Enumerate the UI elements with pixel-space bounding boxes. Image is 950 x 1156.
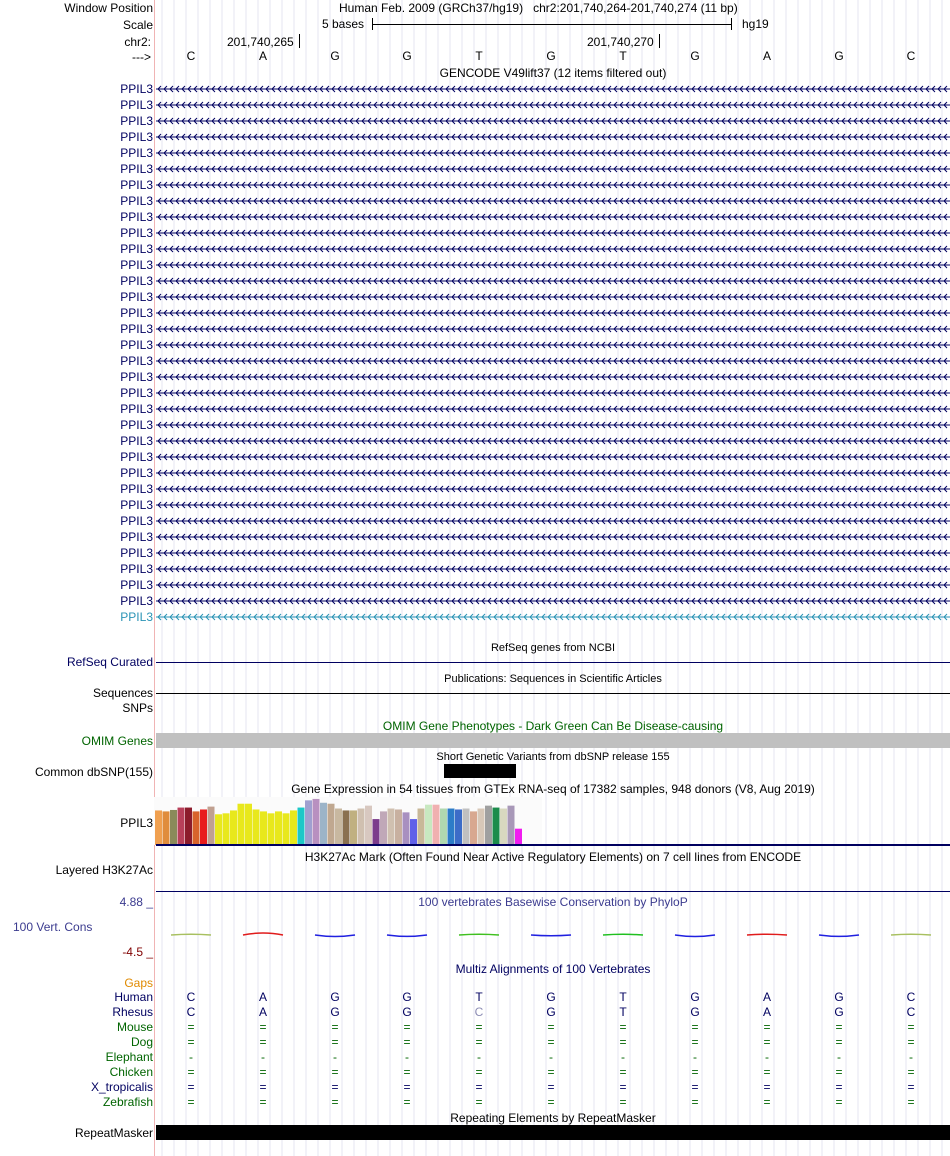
coord-tick-1 <box>299 34 300 48</box>
coord-label-2: 201,740,270 <box>587 35 654 49</box>
multiz-base: = <box>835 1095 843 1109</box>
multiz-base: - <box>621 1050 625 1064</box>
multiz-base: = <box>691 1080 699 1094</box>
multiz-base: = <box>259 1095 267 1109</box>
phylop-track-title: 100 vertebrates Basewise Conservation by PhyloP <box>418 895 688 909</box>
gencode-transcript-row[interactable] <box>156 581 950 589</box>
multiz-base: G <box>330 1005 340 1019</box>
multiz-base: = <box>763 1035 771 1049</box>
multiz-base: - <box>693 1050 697 1064</box>
multiz-species-label[interactable]: Human <box>114 990 153 1004</box>
gtex-tissue-bar <box>433 805 440 845</box>
gtex-tissue-bar <box>463 809 470 845</box>
h3k27ac-baseline <box>156 891 950 892</box>
multiz-base: = <box>691 1035 699 1049</box>
phylop-base-mark <box>171 934 211 935</box>
gtex-tissue-bar <box>238 804 245 845</box>
gtex-tissue-bar <box>515 829 522 845</box>
gencode-transcript-row[interactable] <box>156 501 950 509</box>
multiz-base: T <box>619 1005 627 1019</box>
window-position-label: Window Position <box>64 1 153 15</box>
phylop-base-mark <box>747 934 787 935</box>
gencode-gene-label[interactable]: PPIL3 <box>120 562 153 576</box>
multiz-base: = <box>331 1065 339 1079</box>
multiz-base: = <box>547 1065 555 1079</box>
multiz-base: = <box>187 1035 195 1049</box>
multiz-base: = <box>763 1065 771 1079</box>
gencode-gene-label[interactable]: PPIL3 <box>120 258 153 272</box>
gencode-transcript-row[interactable] <box>156 85 950 93</box>
multiz-base: = <box>619 1065 627 1079</box>
multiz-species-label[interactable]: Rhesus <box>112 1005 153 1019</box>
gencode-gene-label[interactable]: PPIL3 <box>120 530 153 544</box>
multiz-base: = <box>619 1020 627 1034</box>
multiz-base: C <box>906 1005 916 1019</box>
gencode-transcript-row[interactable] <box>156 213 950 221</box>
gtex-tissue-bar <box>275 811 282 845</box>
multiz-base: = <box>691 1095 699 1109</box>
multiz-base: G <box>330 990 340 1004</box>
repeatmasker-feature-bar[interactable] <box>156 1125 950 1140</box>
gtex-tissue-bar <box>223 813 230 845</box>
multiz-base: A <box>762 1005 771 1019</box>
ruler-base: T <box>619 49 627 63</box>
gencode-gene-label[interactable]: PPIL3 <box>120 226 153 240</box>
gencode-transcript-row[interactable] <box>156 101 950 109</box>
repeatmasker-track-title: Repeating Elements by RepeatMasker <box>450 1111 656 1125</box>
multiz-base: = <box>547 1020 555 1034</box>
gencode-gene-label[interactable]: PPIL3 <box>120 450 153 464</box>
multiz-base: = <box>547 1035 555 1049</box>
multiz-base: = <box>331 1095 339 1109</box>
multiz-base: = <box>475 1065 483 1079</box>
gtex-tissue-bar <box>425 805 432 845</box>
multiz-base: - <box>333 1050 337 1064</box>
gtex-tissue-bar <box>403 812 410 845</box>
assembly-name: Human Feb. 2009 (GRCh37/hg19) <box>339 1 524 15</box>
gencode-track-title: GENCODE V49lift37 (12 items filtered out) <box>439 66 667 80</box>
multiz-base: = <box>187 1065 195 1079</box>
gtex-tissue-bar <box>290 810 297 845</box>
gtex-tissue-bar <box>418 809 425 845</box>
multiz-base: T <box>475 990 483 1004</box>
gtex-tissue-bar <box>448 809 455 845</box>
assembly-title <box>339 1 738 15</box>
gtex-track-title: Gene Expression in 54 tissues from GTEx RNA-seq of 17382 samples, 948 donors (V8, Aug 2019) <box>291 782 815 796</box>
base-grid-lines <box>156 0 950 1156</box>
gtex-tissue-bar <box>268 813 275 845</box>
multiz-base: = <box>907 1065 915 1079</box>
gtex-tissue-bar <box>358 809 365 845</box>
db-label: hg19 <box>742 17 769 31</box>
phylop-base-mark <box>819 935 859 936</box>
gtex-tissue-bar <box>245 804 252 845</box>
multiz-base: = <box>619 1095 627 1109</box>
phylop-base-mark <box>459 934 499 935</box>
gtex-tissue-bar <box>395 809 402 845</box>
multiz-base: = <box>835 1080 843 1094</box>
gtex-tissue-bar <box>365 806 372 845</box>
phylop-base-mark <box>531 935 571 936</box>
gencode-transcript-row[interactable] <box>156 437 950 445</box>
multiz-base: = <box>619 1035 627 1049</box>
gtex-tissue-bar <box>478 809 485 845</box>
multiz-species-label[interactable]: Chicken <box>109 1065 153 1079</box>
ruler-base: G <box>546 49 556 63</box>
ruler-base: G <box>690 49 700 63</box>
gencode-transcript-row[interactable] <box>156 565 950 573</box>
dbsnp-variant-box[interactable] <box>444 764 516 778</box>
ruler-base: G <box>402 49 412 63</box>
multiz-species-label[interactable]: Mouse <box>116 1020 153 1034</box>
gencode-gene-label[interactable]: PPIL3 <box>120 434 153 448</box>
gtex-tissue-bar <box>178 808 185 845</box>
multiz-base: = <box>403 1035 411 1049</box>
ruler-base: G <box>330 49 340 63</box>
gtex-tissue-bar <box>283 813 290 845</box>
phylop-min-label: -4.5 _ <box>122 945 153 959</box>
multiz-base: = <box>475 1080 483 1094</box>
gtex-tissue-bar <box>388 809 395 845</box>
multiz-base: = <box>835 1020 843 1034</box>
multiz-base: - <box>909 1050 913 1064</box>
publications-track-title: Publications: Sequences in Scientific Articles <box>444 673 662 685</box>
refseq-track-title: RefSeq genes from NCBI <box>490 642 616 654</box>
gencode-gene-label[interactable]: PPIL3 <box>120 594 153 608</box>
multiz-base: = <box>475 1020 483 1034</box>
gencode-gene-label[interactable]: PPIL3 <box>120 402 153 416</box>
gtex-tissue-bar <box>350 810 357 845</box>
gtex-tissue-bar <box>253 809 260 845</box>
omim-feature-bar[interactable] <box>156 733 950 748</box>
ruler-base: T <box>475 49 483 63</box>
gtex-tissue-bar <box>208 807 215 845</box>
h3k27ac-track-title: H3K27Ac Mark (Often Found Near Active Regulatory Elements) on 7 cell lines from ENCODE <box>304 850 802 864</box>
coord-tick-2 <box>659 34 660 48</box>
multiz-base: = <box>403 1020 411 1034</box>
multiz-base: = <box>475 1035 483 1049</box>
label-separator-line <box>154 0 155 1156</box>
multiz-species-label[interactable]: Elephant <box>105 1050 153 1064</box>
gtex-tissue-bar <box>305 800 312 845</box>
gtex-tissue-bar <box>185 808 192 845</box>
ruler-base: C <box>906 49 916 63</box>
gtex-tissue-bar <box>373 819 380 845</box>
multiz-base: = <box>187 1020 195 1034</box>
multiz-base: - <box>189 1050 193 1064</box>
gencode-gene-label[interactable]: PPIL3 <box>120 482 153 496</box>
repeatmasker-track-label[interactable]: RepeatMasker <box>74 1126 153 1140</box>
gencode-transcript-row[interactable] <box>156 277 950 285</box>
gencode-transcript-row[interactable] <box>156 421 950 429</box>
multiz-base: = <box>331 1035 339 1049</box>
multiz-base: T <box>619 990 627 1004</box>
multiz-base: G <box>402 1005 412 1019</box>
multiz-base: = <box>763 1020 771 1034</box>
multiz-base: = <box>475 1095 483 1109</box>
gencode-gene-label[interactable]: PPIL3 <box>120 354 153 368</box>
gencode-transcript-row[interactable] <box>156 453 950 461</box>
gtex-track-label[interactable]: PPIL3 <box>120 816 153 830</box>
gencode-gene-label[interactable]: PPIL3 <box>120 242 153 256</box>
gencode-gene-label[interactable]: PPIL3 <box>120 114 153 128</box>
multiz-base: - <box>261 1050 265 1064</box>
h3k27ac-track-label[interactable]: Layered H3K27Ac <box>55 863 153 877</box>
multiz-species-label[interactable]: X_tropicalis <box>90 1080 153 1094</box>
gtex-tissue-bar <box>410 819 417 845</box>
multiz-base: G <box>834 1005 844 1019</box>
gencode-gene-label[interactable]: PPIL3 <box>120 178 153 192</box>
ruler-base: C <box>186 49 196 63</box>
multiz-base: = <box>259 1035 267 1049</box>
gtex-tissue-bar <box>493 808 500 845</box>
phylop-base-mark <box>603 934 643 935</box>
gencode-gene-label[interactable]: PPIL3 <box>120 162 153 176</box>
gencode-gene-label[interactable]: PPIL3 <box>120 130 153 144</box>
multiz-base: - <box>765 1050 769 1064</box>
gencode-transcript-row[interactable] <box>156 293 950 301</box>
multiz-base: = <box>547 1080 555 1094</box>
gencode-transcript-row[interactable] <box>156 469 950 477</box>
gencode-gene-label[interactable]: PPIL3 <box>120 578 153 592</box>
multiz-base: = <box>907 1080 915 1094</box>
chrom-label: chr2: <box>124 35 151 49</box>
multiz-base: = <box>763 1095 771 1109</box>
gtex-tissue-bar <box>500 809 507 845</box>
gencode-transcript-row[interactable] <box>156 197 950 205</box>
publications-track-label[interactable]: Sequences <box>92 686 153 700</box>
gencode-transcript-row[interactable] <box>156 117 950 125</box>
gencode-gene-label[interactable]: PPIL3 <box>120 338 153 352</box>
ruler-base: A <box>762 49 771 63</box>
dbsnp-track-label[interactable]: Common dbSNP(155) <box>34 765 153 779</box>
gencode-transcript-row[interactable] <box>156 357 950 365</box>
multiz-base: G <box>402 990 412 1004</box>
gtex-tissue-bar <box>155 810 162 845</box>
gencode-transcript-row[interactable] <box>156 165 950 173</box>
phylop-wiggle[interactable] <box>156 910 950 958</box>
refseq-feature-line[interactable] <box>156 662 950 663</box>
gtex-tissue-bar <box>320 803 327 845</box>
scale-label: Scale <box>122 18 153 32</box>
gencode-gene-label[interactable]: PPIL3 <box>120 370 153 384</box>
phylop-base-mark <box>387 935 427 936</box>
snps-track-label[interactable]: SNPs <box>122 701 153 715</box>
gencode-gene-label[interactable]: PPIL3 <box>120 274 153 288</box>
multiz-base: = <box>907 1035 915 1049</box>
multiz-base: A <box>258 1005 267 1019</box>
gencode-transcript-row[interactable] <box>156 517 950 525</box>
gtex-tissue-bar <box>215 814 222 845</box>
gtex-tissue-bar <box>298 808 305 845</box>
gencode-gene-label[interactable]: PPIL3 <box>120 82 153 96</box>
multiz-base: = <box>907 1095 915 1109</box>
gtex-tissue-bar <box>200 809 207 845</box>
multiz-base: C <box>474 1005 484 1019</box>
multiz-base: G <box>546 990 556 1004</box>
gencode-transcript-row[interactable] <box>156 549 950 557</box>
coord-label-1: 201,740,265 <box>227 35 294 49</box>
gtex-tissue-bar <box>485 806 492 845</box>
gencode-gene-label[interactable]: PPIL3 <box>120 322 153 336</box>
phylop-base-mark <box>243 933 283 935</box>
multiz-track-title: Multiz Alignments of 100 Vertebrates <box>455 962 651 976</box>
gencode-transcript-row[interactable] <box>156 373 950 381</box>
gtex-tissue-bar <box>470 811 477 845</box>
gtex-tissue-bar <box>260 811 267 845</box>
gencode-transcript-row[interactable] <box>156 405 950 413</box>
gencode-gene-label[interactable]: PPIL3 <box>120 546 153 560</box>
multiz-species-label[interactable]: Dog <box>130 1035 153 1049</box>
gencode-transcript-row[interactable] <box>156 613 950 621</box>
gencode-gene-label[interactable]: PPIL3 <box>120 514 153 528</box>
multiz-base: = <box>619 1080 627 1094</box>
gencode-transcript-row[interactable] <box>156 485 950 493</box>
gencode-transcript-row[interactable] <box>156 389 950 397</box>
scale-bar <box>372 17 732 31</box>
gencode-gene-label[interactable]: PPIL3 <box>120 466 153 480</box>
multiz-base: = <box>691 1020 699 1034</box>
multiz-base: C <box>906 990 916 1004</box>
multiz-base: = <box>835 1065 843 1079</box>
phylop-base-mark <box>315 935 355 937</box>
gtex-tissue-bar <box>335 809 342 845</box>
gencode-gene-label[interactable]: PPIL3 <box>120 498 153 512</box>
multiz-base: C <box>186 1005 196 1019</box>
gtex-tissue-bar <box>313 799 320 845</box>
gencode-gene-label[interactable]: PPIL3 <box>120 146 153 160</box>
multiz-base: G <box>546 1005 556 1019</box>
gtex-tissue-bar <box>508 806 515 845</box>
gtex-tissue-bar <box>163 811 170 845</box>
multiz-base: = <box>403 1080 411 1094</box>
gencode-gene-label[interactable]: PPIL3 <box>120 386 153 400</box>
gencode-transcript-row[interactable] <box>156 149 950 157</box>
gencode-gene-label[interactable]: PPIL3 <box>120 194 153 208</box>
multiz-base: = <box>907 1020 915 1034</box>
multiz-base: - <box>549 1050 553 1064</box>
gencode-gene-label[interactable]: PPIL3 <box>120 210 153 224</box>
multiz-base: A <box>762 990 771 1004</box>
gencode-gene-label[interactable]: PPIL3 <box>120 306 153 320</box>
multiz-base: G <box>690 990 700 1004</box>
multiz-base: = <box>259 1080 267 1094</box>
position-text: chr2:201,740,264-201,740,274 (11 bp) <box>533 1 738 15</box>
multiz-base: = <box>835 1035 843 1049</box>
phylop-base-mark <box>675 935 715 937</box>
multiz-base: G <box>834 990 844 1004</box>
gencode-transcript-row[interactable] <box>156 229 950 237</box>
phylop-track-label[interactable]: 100 Vert. Cons <box>13 920 93 934</box>
gencode-transcript-row[interactable] <box>156 181 950 189</box>
multiz-base: - <box>405 1050 409 1064</box>
gencode-transcript-row[interactable] <box>156 245 950 253</box>
gtex-tissue-bar <box>170 810 177 845</box>
multiz-base: - <box>837 1050 841 1064</box>
multiz-base: = <box>259 1020 267 1034</box>
multiz-base: = <box>331 1020 339 1034</box>
dbsnp-track-title: Short Genetic Variants from dbSNP release 155 <box>436 751 670 763</box>
gtex-tissue-bar <box>343 810 350 845</box>
multiz-base: = <box>547 1095 555 1109</box>
omim-track-label[interactable]: OMIM Genes <box>81 734 153 748</box>
multiz-gaps-label: Gaps <box>124 976 153 990</box>
strand-label: ---> <box>132 50 151 64</box>
multiz-base: = <box>259 1065 267 1079</box>
multiz-base: = <box>403 1065 411 1079</box>
ruler-base: G <box>834 49 844 63</box>
gtex-tissue-bar <box>230 810 237 845</box>
multiz-base: = <box>187 1080 195 1094</box>
gtex-tissue-bar <box>380 811 387 845</box>
gtex-baseline <box>156 844 950 846</box>
gtex-bar-chart[interactable] <box>154 797 542 845</box>
multiz-base: = <box>331 1080 339 1094</box>
multiz-base: - <box>477 1050 481 1064</box>
multiz-base: G <box>690 1005 700 1019</box>
gencode-transcript-row[interactable] <box>156 533 950 541</box>
multiz-base: A <box>258 990 267 1004</box>
gencode-transcript-row[interactable] <box>156 325 950 333</box>
gencode-gene-label[interactable]: PPIL3 <box>120 98 153 112</box>
gtex-tissue-bar <box>328 804 335 845</box>
multiz-base: = <box>763 1080 771 1094</box>
omim-track-title: OMIM Gene Phenotypes - Dark Green Can Be Disease-causing <box>382 719 724 733</box>
gencode-gene-label[interactable]: PPIL3 <box>120 290 153 304</box>
multiz-base: = <box>691 1065 699 1079</box>
refseq-track-label[interactable]: RefSeq Curated <box>66 655 153 669</box>
phylop-base-mark <box>891 934 931 935</box>
gencode-transcript-row[interactable] <box>156 261 950 269</box>
gencode-transcript-row[interactable] <box>156 597 950 605</box>
multiz-species-label[interactable]: Zebrafish <box>102 1095 153 1109</box>
multiz-base: = <box>403 1095 411 1109</box>
gtex-tissue-bar <box>455 809 462 845</box>
phylop-max-label: 4.88 _ <box>119 895 153 909</box>
gencode-gene-label[interactable]: PPIL3 <box>120 418 153 432</box>
scale-text: 5 bases <box>322 17 365 31</box>
multiz-base: C <box>186 990 196 1004</box>
gencode-gene-label[interactable]: PPIL3 <box>120 610 153 624</box>
ruler-base: A <box>258 49 267 63</box>
gencode-transcript-row[interactable] <box>156 341 950 349</box>
gencode-transcript-row[interactable] <box>156 133 950 141</box>
publications-feature-line[interactable] <box>156 693 950 694</box>
gtex-tissue-bar <box>440 809 447 845</box>
gencode-transcript-row[interactable] <box>156 309 950 317</box>
gtex-tissue-bar <box>193 811 200 845</box>
multiz-base: = <box>187 1095 195 1109</box>
